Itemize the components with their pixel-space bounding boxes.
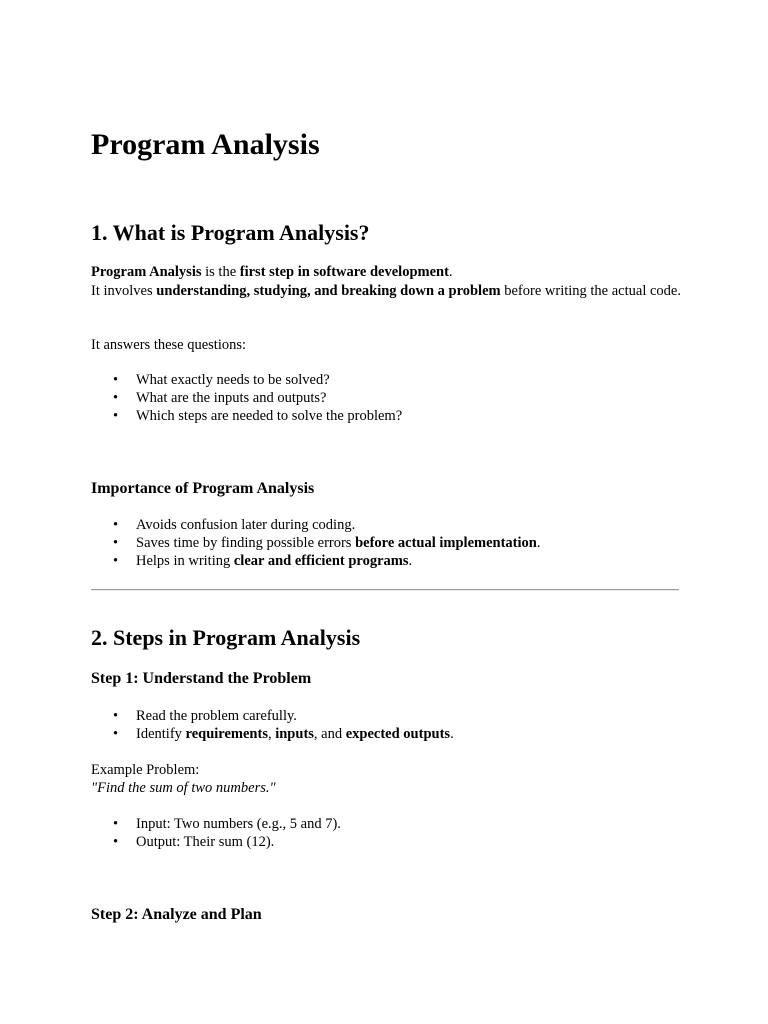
step-1-list: [91, 707, 681, 743]
list-item: • Read the problem carefully.: [91, 707, 681, 725]
involves-paragraph: It involves understanding, studying, and breaking down a problem before writing the actual code.: [91, 283, 681, 299]
example-problem: "Find the sum of two numbers.": [91, 780, 276, 796]
list-item: • Identify requirements, inputs, and expected outputs.: [91, 725, 681, 743]
importance-list: [91, 516, 681, 570]
definition-term: Program Analysis: [91, 264, 202, 280]
list-item: • Avoids confusion later during coding.: [91, 516, 681, 534]
list-item: • Output: Their sum (12).: [91, 833, 681, 851]
horizontal-rule: [91, 589, 679, 591]
questions-list: [91, 371, 681, 425]
list-item: • Saves time by finding possible errors before actual implementation.: [91, 534, 681, 552]
step-1-heading: Step 1: Understand the Problem: [91, 670, 312, 687]
list-item: • Which steps are needed to solve the problem?: [91, 407, 681, 425]
section-2-heading: 2. Steps in Program Analysis: [91, 625, 361, 650]
step-2-heading: Step 2: Analyze and Plan: [91, 906, 262, 923]
list-item: • What are the inputs and outputs?: [91, 389, 681, 407]
definition-line: Program Analysis is the first step in software development.: [91, 264, 453, 280]
example-list: [91, 815, 681, 851]
involves-emphasis: understanding, studying, and breaking down a problem: [156, 283, 501, 299]
page-title: Program Analysis: [91, 128, 320, 161]
list-item: • What exactly needs to be solved?: [91, 371, 681, 389]
answers-intro: It answers these questions:: [91, 337, 247, 353]
importance-heading: Importance of Program Analysis: [91, 480, 315, 497]
section-1-heading: 1. What is Program Analysis?: [91, 220, 370, 245]
list-item: • Input: Two numbers (e.g., 5 and 7).: [91, 815, 681, 833]
definition-emphasis: first step in software development: [239, 264, 449, 280]
list-item: • Helps in writing clear and efficient programs.: [91, 552, 681, 570]
example-label: Example Problem:: [91, 762, 200, 778]
